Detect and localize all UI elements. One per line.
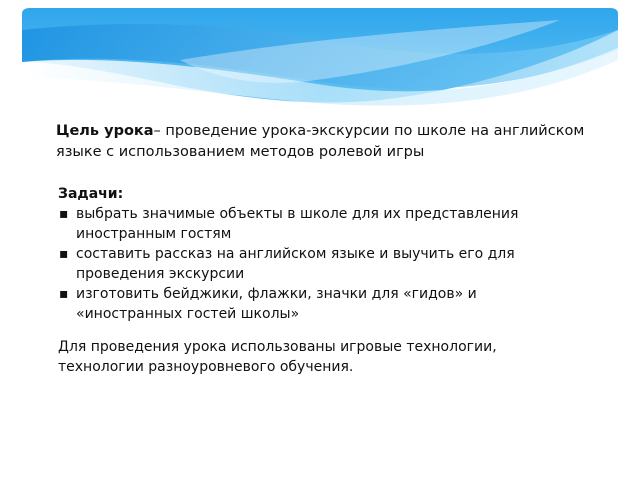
wave-banner [0, 0, 640, 110]
bullet-icon: ▪ [59, 286, 69, 302]
task-text: выбрать значимые объекты в школе для их представления иностранным гостям [76, 206, 519, 242]
bullet-icon: ▪ [59, 206, 69, 222]
list-item [58, 204, 548, 244]
lesson-goal [56, 121, 596, 163]
tasks-block [58, 184, 548, 324]
goal-label: Цель урока [56, 123, 154, 139]
goal-text: – проведение урока-экскурсии по школе на английском языке с использованием методов ролевой игры [56, 123, 585, 160]
bullet-icon: ▪ [59, 246, 69, 262]
list-item [58, 244, 548, 284]
tasks-title: Задачи: [58, 186, 124, 202]
summary-text: Для проведения урока использованы игровые технологии, технологии разноуровневого обучения. [58, 339, 497, 375]
task-text: изготовить бейджики, флажки, значки для «гидов» и «иностранных гостей школы» [76, 286, 477, 322]
list-item [58, 284, 548, 324]
task-text: составить рассказ на английском языке и выучить его для проведения экскурсии [76, 246, 515, 282]
task-list [58, 204, 548, 324]
